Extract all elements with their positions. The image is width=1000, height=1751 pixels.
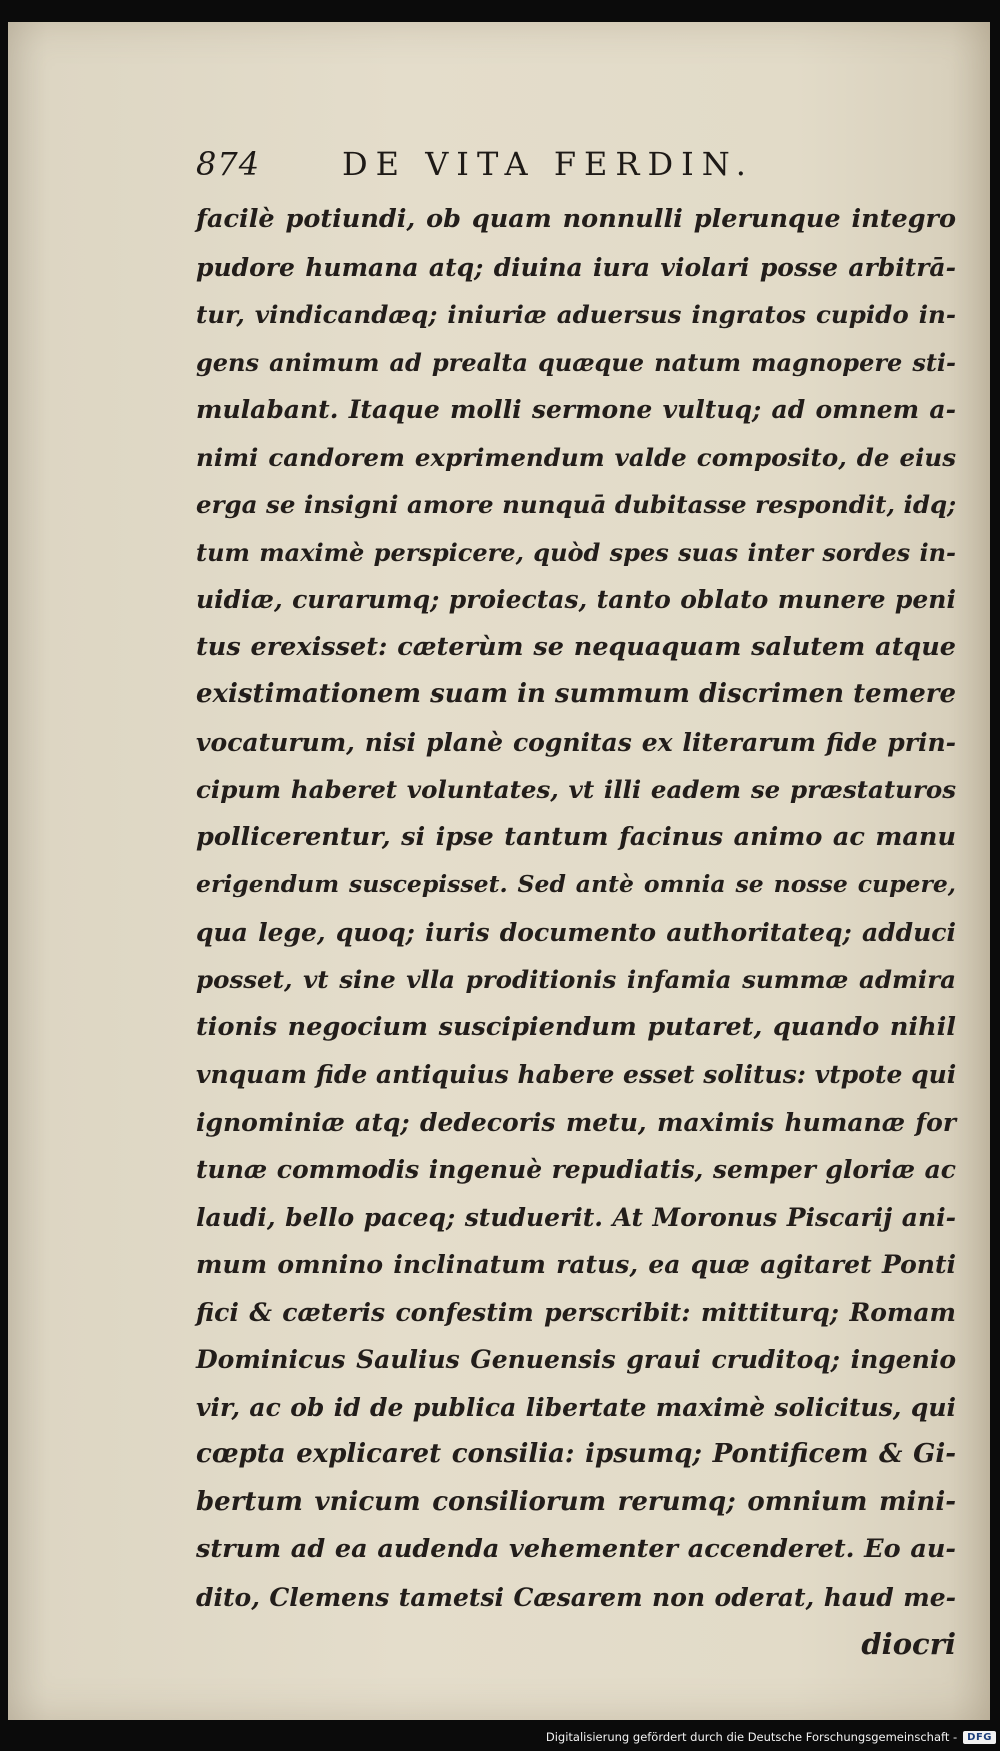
body-text: [196, 196, 956, 1669]
page-number: 874: [196, 145, 261, 183]
credit-text: Digitalisierung gefördert durch die Deutsche Forschungsgemeinschaft -: [545, 1730, 958, 1744]
page-header: [196, 145, 816, 193]
text-line: dito, Clemens tametsi Cæsarem non oderat, haud me-: [196, 1582, 956, 1612]
text-line: uidiæ, curarumq; proiectas, tanto oblato munere peni: [196, 585, 956, 614]
text-line: nimi candorem exprimendum valde composito, de eius: [196, 442, 956, 472]
text-line: posset, vt sine vlla proditionis infamia summæ admira: [196, 965, 956, 994]
text-line: cœpta explicaret consilia: ipsumq; Pontificem & Gi-: [196, 1439, 956, 1469]
text-line: laudi, bello paceq; studuerit. At Moronus Piscarij ani-: [196, 1202, 956, 1232]
text-line: tus erexisset: cæterùm se nequaquam salutem atque: [196, 631, 956, 662]
text-line: Dominicus Saulius Genuensis graui cruditoq; ingenio: [196, 1345, 956, 1374]
text-line: mum omnino inclinatum ratus, ea quæ agitaret Ponti: [196, 1250, 956, 1279]
text-line: tionis negocium suscipiendum putaret, quando nihil: [196, 1011, 956, 1042]
text-line: tur, vindicandæq; iniuriæ aduersus ingratos cupido in-: [196, 300, 956, 329]
text-line: erga se insigni amore nunquā dubitasse respondit, idq;: [196, 490, 957, 519]
running-title: DE VITA FERDIN.: [342, 145, 754, 183]
text-line: facilè potiundi, ob quam nonnulli plerunque integro: [196, 204, 956, 234]
text-line: gens animum ad prealta quæque natum magnopere sti-: [196, 347, 956, 377]
text-line: vir, ac ob id de publica libertate maximè solicitus, qui: [196, 1392, 956, 1422]
text-line: erigendum suscepisset. Sed antè omnia se nosse cupere,: [196, 870, 956, 898]
text-line: existimationem suam in summum discrimen temere: [196, 679, 956, 709]
text-line: vocaturum, nisi planè cognitas ex literarum fide prin-: [196, 727, 956, 757]
digitization-credit: [546, 1727, 996, 1747]
text-line: cipum haberet voluntates, vt illi eadem se præstaturos: [196, 775, 956, 804]
text-line: pollicerentur, si ipse tantum facinus animo ac manu: [196, 821, 956, 852]
text-line: mulabant. Itaque molli sermone vultuq; ad omnem a-: [196, 395, 956, 424]
text-line: ignominiæ atq; dedecoris metu, maximis humanæ for: [196, 1107, 956, 1137]
text-line: strum ad ea audenda vehementer accenderet. Eo au-: [196, 1534, 956, 1564]
text-line: bertum vnicum consiliorum rerumq; omnium mini-: [196, 1486, 956, 1517]
text-line: tum maximè perspicere, quòd spes suas inter sordes in-: [196, 537, 956, 567]
text-line: tunæ commodis ingenuè repudiatis, semper gloriæ ac: [196, 1155, 956, 1184]
catchword: diocri: [861, 1627, 956, 1661]
text-line: qua lege, quoq; iuris documento authoritateq; adduci: [196, 917, 956, 947]
text-line: fici & cæteris confestim perscribit: mittiturq; Romam: [196, 1297, 956, 1327]
text-line: vnquam fide antiquius habere esset solitus: vtpote qui: [196, 1060, 957, 1089]
dfg-logo: DFG: [963, 1731, 996, 1744]
text-line: pudore humana atq; diuina iura violari posse arbitrā-: [196, 252, 956, 282]
